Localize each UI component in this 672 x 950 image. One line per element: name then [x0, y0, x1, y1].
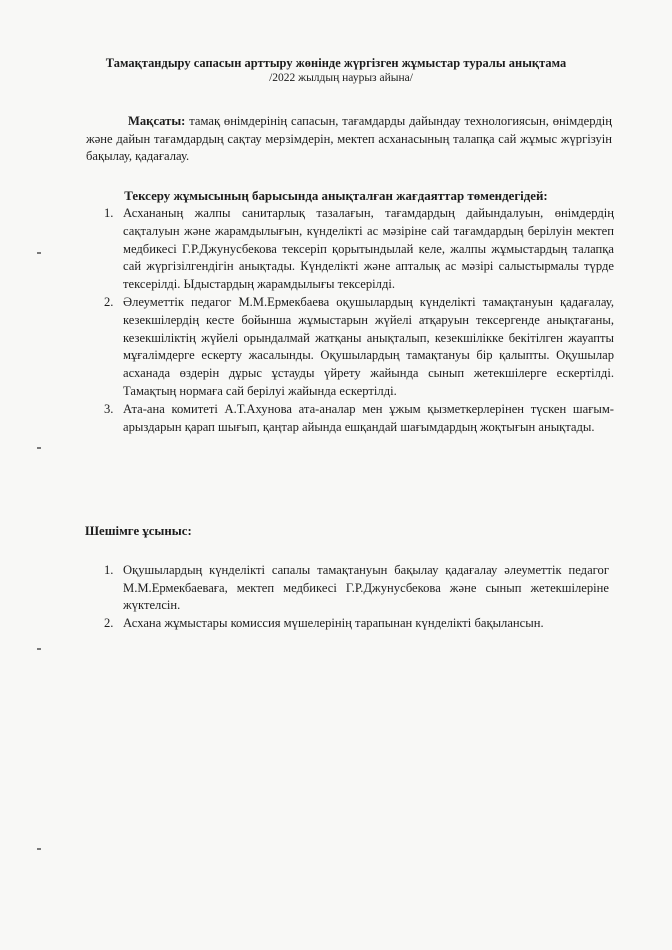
scan-mark [37, 648, 41, 650]
scan-mark [37, 848, 41, 850]
decision-item [86, 562, 609, 615]
decision-number: 2. [104, 615, 114, 630]
document-title: Тамақтандыру сапасын арттыру жөнінде жүргізген жұмыстар туралы анықтама [105, 56, 567, 70]
finding-text: Әлеуметтік педагог М.М.Ермекбаева оқушылардың күнделікті тамақтануын қадағалау, кезекшілердің кесте бойынша жұмыстарын жүйелі атқаруын тексергенде анықтағаны, кезекшіліктің жүйелі орындалмай жатқаны анықталып, кезекшілікке бекітілген жауапты мұғалімдерге ескерту жасалынды. Оқушылардың тамақтануы бір қалыпты. Оқушылар асханада өздерін дұрыс ұстауды үйрету жайында сынып жетекшілерге ескертілді. Тамақтың нормаға сай берілуі жайында ескертілді. [123, 294, 614, 398]
finding-number: 1. [104, 206, 114, 220]
decision-text: Оқушылардың күнделікті сапалы тамақтануын бақылау қадағалау әлеуметтік педагог М.М.Ермекбаеваға, мектеп медбикесі Г.Р.Джунусбекова және сынып жетекшілеріне жүктелсін. [123, 563, 609, 613]
decision-text: Асхана жұмыстары комиссия мүшелерінің тарапынан күнделікті бақылансын. [123, 615, 544, 630]
decision-item [86, 615, 609, 633]
finding-text: Асхананың жалпы санитарлық тазалағын, тағамдардың дайындалуын, өнімдердің сақталуын және жарамдылығын, күнделікті ас мәзіріне сай тағамдардың берілуін мектеп медбикесі Г.Р.Джунусбекова тексеріп қорытындылай келе, жалпы жұмыстардың талапқа сай жүргізілгендігін анықтады. Күнделікті және апталық ас мәзірі салыстырмалы түрде тексерілді. Ыдыстардың жарамдылығы тексерілді. [123, 206, 614, 292]
scan-mark [37, 447, 41, 449]
decision-heading: Шешімге ұсыныс: [85, 524, 192, 538]
scan-mark [37, 252, 41, 254]
finding-item [86, 294, 614, 401]
decisions-list [86, 562, 609, 632]
findings-list [86, 205, 614, 436]
document-date: /2022 жылдың наурыз айына/ [269, 72, 413, 84]
findings-heading: Тексеру жұмысының барысында анықталған жағдаяттар төмендегідей: [124, 189, 548, 203]
decision-number: 1. [104, 563, 114, 577]
finding-item [86, 401, 614, 437]
finding-item [86, 205, 614, 294]
purpose-label: Мақсаты: [128, 114, 186, 128]
finding-text: Ата-ана комитеті А.Т.Ахунова ата-аналар мен ұжым қызметкерлерінен түскен шағым-арыздарын қарап шығып, қаңтар айында ешқандай шағымдардың жоқтығын анықтады. [123, 401, 614, 434]
purpose-paragraph [86, 113, 612, 166]
purpose-text: тамақ өнімдерінің сапасын, тағамдарды дайындау технологиясын, өнімдердің және дайын тағамдардың сақтау мерзімдерін, мектеп асханасының талапқа сай жұмыс жүргізуін бақылау, қадағалау. [86, 114, 612, 164]
finding-number: 3. [104, 401, 114, 416]
finding-number: 2. [104, 294, 114, 309]
